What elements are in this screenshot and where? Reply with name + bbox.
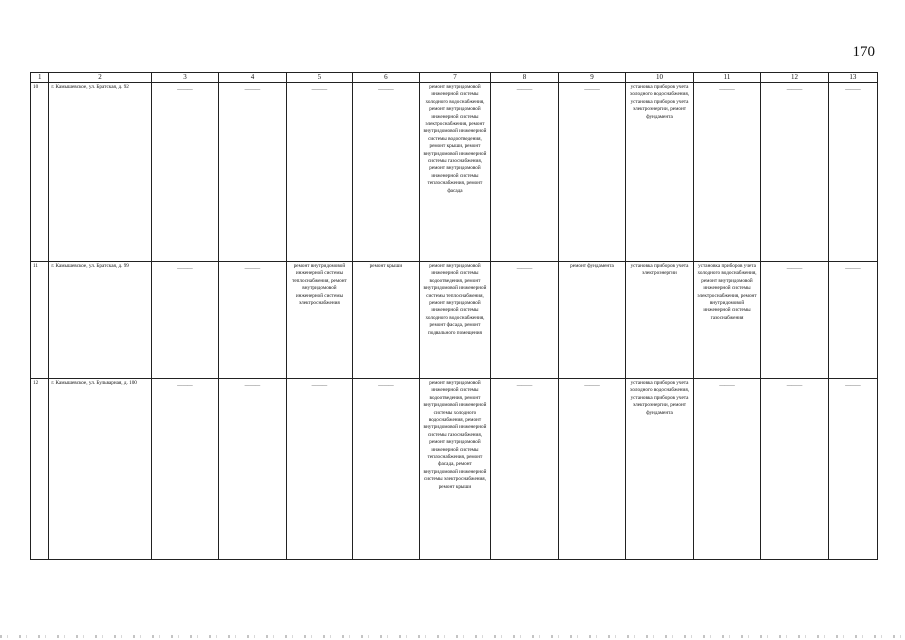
works-cell: установка приборов учета электроэнергии [626, 262, 694, 379]
dash-cell [761, 262, 829, 379]
dash-mark: ——— [845, 87, 861, 93]
dash-mark: ——— [378, 383, 394, 389]
column-header: 10 [626, 73, 694, 83]
column-header: 5 [286, 73, 352, 83]
table-row [31, 262, 878, 379]
column-header: 1 [31, 73, 49, 83]
works-cell: установка приборов учета холодного водоснабжения, ремонт внутридомовой инженерной системы электроснабжения, ремонт внутридомовой инженерной системы газоснабжения [693, 262, 761, 379]
dash-cell [828, 379, 877, 560]
dash-mark: ——— [584, 87, 600, 93]
dash-cell [693, 83, 761, 262]
column-header: 2 [49, 73, 151, 83]
dash-cell [151, 379, 219, 560]
dash-mark: ——— [177, 87, 193, 93]
dash-mark: ——— [719, 87, 735, 93]
address-cell: г. Камышевское, ул. Братская, д. 99 [49, 262, 151, 379]
works-cell: ремонт внутридомовой инженерной системы теплоснабжения, ремонт внутридомовой инженерной системы электроснабжения [286, 262, 352, 379]
column-number-row [31, 73, 878, 83]
works-cell: ремонт внутридомовой инженерной системы водоотведения, ремонт внутридомовой инженерной системы холодного водоснабжения, ремонт внутридомовой инженерной системы газоснабжения, ремонт внутридомовой инженерной системы теплоснабжения, ремонт фасада, ремонт внутридомовой инженерной системы электроснабжения, ремонт крыши [419, 379, 491, 560]
dash-cell [219, 262, 287, 379]
dash-cell [558, 83, 626, 262]
dash-mark: ——— [378, 87, 394, 93]
works-cell: ремонт крыши [353, 262, 419, 379]
row-number: 11 [31, 262, 49, 379]
dash-mark: ——— [244, 266, 261, 272]
address-cell: г. Камышевское, ул. Братская, д. 92 [49, 83, 151, 262]
works-cell: установка приборов учета холодного водоснабжения, установка приборов учета электроэнергии, ремонт фундамента [626, 379, 694, 560]
works-cell: установка приборов учета холодного водоснабжения, установка приборов учета электроэнергии, ремонт фундамента [626, 83, 694, 262]
dash-cell [286, 379, 352, 560]
dash-mark: ——— [516, 266, 533, 272]
column-header: 7 [419, 73, 491, 83]
dash-cell [491, 83, 559, 262]
dash-mark: ——— [311, 383, 328, 389]
dash-cell [219, 379, 287, 560]
repair-schedule-table [30, 72, 878, 560]
page-number: 170 [852, 44, 875, 60]
dash-cell [286, 83, 352, 262]
dash-cell [828, 262, 877, 379]
dash-cell [353, 379, 419, 560]
dash-mark: ——— [244, 87, 261, 93]
dash-cell [491, 379, 559, 560]
dash-cell [491, 262, 559, 379]
works-cell: ремонт внутридомовой инженерной системы водоотведения, ремонт внутридомовой инженерной системы теплоснабжения, ремонт внутридомовой инженерной системы холодного водоснабжения, ремонт фасада, ремонт подвального помещения [419, 262, 491, 379]
column-header: 3 [151, 73, 219, 83]
dash-mark: ——— [845, 383, 861, 389]
dash-mark: ——— [845, 266, 861, 272]
table-row [31, 379, 878, 560]
column-header: 9 [558, 73, 626, 83]
column-header: 13 [828, 73, 877, 83]
column-header: 8 [491, 73, 559, 83]
works-cell: ремонт фундамента [558, 262, 626, 379]
dash-mark: ——— [786, 383, 803, 389]
works-cell: ремонт внутридомовой инженерной системы холодного водоснабжения, ремонт внутридомовой инженерной системы электроснабжения, ремонт внутридомовой инженерной системы водоотведения, ремонт крыши, ремонт внутридомовой инженерной системы газоснабжения, ремонт внутридомовой инженерной системы теплоснабжения, ремонт фасада [419, 83, 491, 262]
dash-mark: ——— [177, 266, 193, 272]
dash-cell [219, 83, 287, 262]
column-header: 4 [219, 73, 287, 83]
dash-mark: ——— [244, 383, 261, 389]
dash-cell [828, 83, 877, 262]
dash-cell [693, 379, 761, 560]
column-header: 6 [353, 73, 419, 83]
column-header: 11 [693, 73, 761, 83]
dash-cell [151, 262, 219, 379]
row-number: 12 [31, 379, 49, 560]
dash-cell [761, 83, 829, 262]
dash-cell [151, 83, 219, 262]
dash-mark: ——— [719, 383, 735, 389]
column-header: 12 [761, 73, 829, 83]
dash-mark: ——— [786, 87, 803, 93]
dash-cell [761, 379, 829, 560]
dash-mark: ——— [584, 383, 600, 389]
row-number: 10 [31, 83, 49, 262]
dash-mark: ——— [516, 87, 533, 93]
dash-cell [353, 83, 419, 262]
scan-noise-strip [0, 635, 905, 638]
dash-cell [558, 379, 626, 560]
dash-mark: ——— [786, 266, 803, 272]
address-cell: г. Камышевское, ул. Бульварная, д. 100 [49, 379, 151, 560]
dash-mark: ——— [311, 87, 328, 93]
dash-mark: ——— [177, 383, 193, 389]
dash-mark: ——— [516, 383, 533, 389]
table-row [31, 83, 878, 262]
